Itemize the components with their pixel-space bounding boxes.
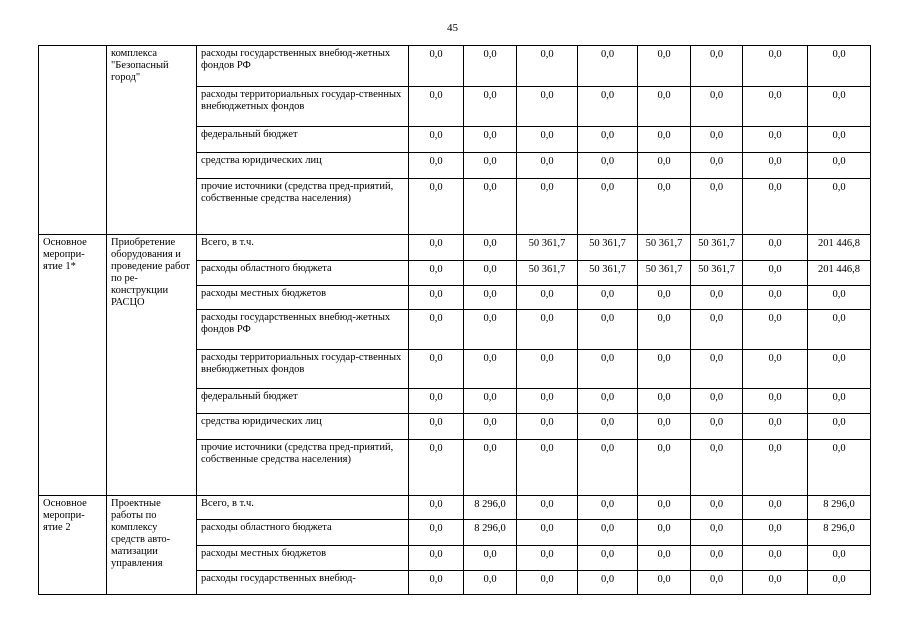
value-cell: 0,0 <box>517 127 578 153</box>
value-cell: 0,0 <box>638 87 691 127</box>
value-cell: 0,0 <box>517 571 578 595</box>
value-cell: 50 361,7 <box>578 235 638 261</box>
activity-description-cell: Приобретение оборудования и проведение работ по ре-конструкции РАСЦО <box>107 235 197 496</box>
value-cell: 50 361,7 <box>517 261 578 286</box>
value-cell: 0,0 <box>691 87 743 127</box>
value-cell: 0,0 <box>409 179 464 235</box>
value-cell: 0,0 <box>638 520 691 546</box>
value-cell: 0,0 <box>808 179 871 235</box>
value-cell: 0,0 <box>464 310 517 350</box>
value-cell: 0,0 <box>578 46 638 87</box>
value-cell: 0,0 <box>743 87 808 127</box>
value-cell: 0,0 <box>464 440 517 496</box>
value-cell: 0,0 <box>578 571 638 595</box>
value-cell: 0,0 <box>808 87 871 127</box>
value-cell: 0,0 <box>409 286 464 310</box>
value-cell: 0,0 <box>464 235 517 261</box>
value-cell: 0,0 <box>691 520 743 546</box>
value-cell: 8 296,0 <box>808 520 871 546</box>
funding-source-cell: расходы территориальных государ-ственных внебюджетных фондов <box>197 350 409 389</box>
value-cell: 0,0 <box>808 440 871 496</box>
value-cell: 0,0 <box>578 310 638 350</box>
value-cell: 0,0 <box>578 179 638 235</box>
value-cell: 0,0 <box>743 179 808 235</box>
value-cell: 0,0 <box>691 153 743 179</box>
table-row <box>39 496 871 520</box>
value-cell: 0,0 <box>743 571 808 595</box>
value-cell: 0,0 <box>808 46 871 87</box>
value-cell: 0,0 <box>691 571 743 595</box>
value-cell: 0,0 <box>743 496 808 520</box>
activity-cell <box>39 46 107 235</box>
value-cell: 0,0 <box>638 440 691 496</box>
funding-source-cell: расходы областного бюджета <box>197 520 409 546</box>
value-cell: 0,0 <box>743 310 808 350</box>
value-cell: 0,0 <box>743 286 808 310</box>
value-cell: 8 296,0 <box>464 496 517 520</box>
value-cell: 0,0 <box>743 127 808 153</box>
value-cell: 0,0 <box>464 87 517 127</box>
funding-source-cell: Всего, в т.ч. <box>197 496 409 520</box>
value-cell: 0,0 <box>517 87 578 127</box>
funding-source-cell: расходы местных бюджетов <box>197 286 409 310</box>
value-cell: 0,0 <box>578 389 638 414</box>
value-cell: 50 361,7 <box>578 261 638 286</box>
funding-source-cell: расходы областного бюджета <box>197 261 409 286</box>
budget-table <box>38 45 871 595</box>
value-cell: 0,0 <box>409 440 464 496</box>
funding-source-cell: расходы территориальных государ-ственных внебюджетных фондов <box>197 87 409 127</box>
value-cell: 0,0 <box>578 286 638 310</box>
value-cell: 0,0 <box>464 571 517 595</box>
value-cell: 0,0 <box>464 153 517 179</box>
funding-source-cell: федеральный бюджет <box>197 389 409 414</box>
value-cell: 0,0 <box>638 546 691 571</box>
activity-description-cell: комплекса "Безопасный город" <box>107 46 197 235</box>
value-cell: 0,0 <box>743 235 808 261</box>
value-cell: 0,0 <box>464 350 517 389</box>
value-cell: 0,0 <box>638 496 691 520</box>
value-cell: 0,0 <box>808 153 871 179</box>
value-cell: 0,0 <box>691 440 743 496</box>
value-cell: 0,0 <box>808 286 871 310</box>
value-cell: 0,0 <box>409 389 464 414</box>
value-cell: 50 361,7 <box>638 235 691 261</box>
value-cell: 0,0 <box>578 546 638 571</box>
value-cell: 0,0 <box>743 520 808 546</box>
value-cell: 0,0 <box>743 350 808 389</box>
value-cell: 0,0 <box>464 179 517 235</box>
value-cell: 0,0 <box>517 520 578 546</box>
funding-source-cell: прочие источники (средства пред-приятий, собственные средства населения) <box>197 440 409 496</box>
value-cell: 0,0 <box>517 179 578 235</box>
value-cell: 0,0 <box>743 261 808 286</box>
value-cell: 0,0 <box>743 153 808 179</box>
value-cell: 0,0 <box>409 127 464 153</box>
value-cell: 0,0 <box>638 286 691 310</box>
value-cell: 0,0 <box>578 414 638 440</box>
value-cell: 0,0 <box>409 235 464 261</box>
value-cell: 0,0 <box>691 286 743 310</box>
value-cell: 0,0 <box>638 153 691 179</box>
value-cell: 50 361,7 <box>691 261 743 286</box>
value-cell: 0,0 <box>578 153 638 179</box>
value-cell: 0,0 <box>517 46 578 87</box>
funding-source-cell: средства юридических лиц <box>197 414 409 440</box>
value-cell: 0,0 <box>409 153 464 179</box>
value-cell: 0,0 <box>464 127 517 153</box>
value-cell: 0,0 <box>409 87 464 127</box>
value-cell: 8 296,0 <box>464 520 517 546</box>
value-cell: 0,0 <box>464 546 517 571</box>
table-row <box>39 46 871 87</box>
funding-source-cell: расходы государственных внебюд- <box>197 571 409 595</box>
value-cell: 0,0 <box>638 127 691 153</box>
value-cell: 0,0 <box>578 127 638 153</box>
value-cell: 50 361,7 <box>691 235 743 261</box>
value-cell: 0,0 <box>691 310 743 350</box>
value-cell: 0,0 <box>743 440 808 496</box>
value-cell: 0,0 <box>691 546 743 571</box>
funding-source-cell: расходы местных бюджетов <box>197 546 409 571</box>
value-cell: 0,0 <box>517 440 578 496</box>
value-cell: 0,0 <box>808 389 871 414</box>
value-cell: 0,0 <box>464 286 517 310</box>
table-body <box>39 46 871 595</box>
value-cell: 0,0 <box>517 414 578 440</box>
value-cell: 0,0 <box>578 350 638 389</box>
value-cell: 201 446,8 <box>808 261 871 286</box>
value-cell: 0,0 <box>743 389 808 414</box>
activity-cell: Основное меропри-ятие 2 <box>39 496 107 595</box>
value-cell: 0,0 <box>638 179 691 235</box>
table-row <box>39 235 871 261</box>
value-cell: 0,0 <box>517 546 578 571</box>
value-cell: 0,0 <box>578 496 638 520</box>
value-cell: 0,0 <box>517 350 578 389</box>
value-cell: 0,0 <box>409 261 464 286</box>
value-cell: 0,0 <box>808 127 871 153</box>
value-cell: 0,0 <box>743 46 808 87</box>
value-cell: 0,0 <box>743 546 808 571</box>
value-cell: 0,0 <box>638 414 691 440</box>
value-cell: 0,0 <box>517 496 578 520</box>
value-cell: 0,0 <box>464 46 517 87</box>
value-cell: 0,0 <box>578 520 638 546</box>
funding-source-cell: расходы государственных внебюд-жетных фондов РФ <box>197 46 409 87</box>
value-cell: 0,0 <box>691 127 743 153</box>
value-cell: 0,0 <box>743 414 808 440</box>
funding-source-cell: расходы государственных внебюд-жетных фондов РФ <box>197 310 409 350</box>
page-number: 45 <box>447 22 458 34</box>
funding-source-cell: федеральный бюджет <box>197 127 409 153</box>
value-cell: 0,0 <box>409 350 464 389</box>
value-cell: 0,0 <box>409 496 464 520</box>
value-cell: 0,0 <box>409 571 464 595</box>
value-cell: 0,0 <box>808 414 871 440</box>
value-cell: 0,0 <box>409 46 464 87</box>
value-cell: 0,0 <box>638 389 691 414</box>
value-cell: 0,0 <box>464 261 517 286</box>
value-cell: 0,0 <box>691 389 743 414</box>
value-cell: 0,0 <box>691 179 743 235</box>
value-cell: 8 296,0 <box>808 496 871 520</box>
value-cell: 0,0 <box>638 350 691 389</box>
value-cell: 0,0 <box>691 46 743 87</box>
activity-cell: Основное меропри-ятие 1* <box>39 235 107 496</box>
value-cell: 0,0 <box>691 496 743 520</box>
value-cell: 0,0 <box>409 520 464 546</box>
value-cell: 0,0 <box>638 571 691 595</box>
value-cell: 50 361,7 <box>517 235 578 261</box>
value-cell: 0,0 <box>517 286 578 310</box>
value-cell: 0,0 <box>409 546 464 571</box>
value-cell: 0,0 <box>409 310 464 350</box>
value-cell: 0,0 <box>638 46 691 87</box>
value-cell: 0,0 <box>464 389 517 414</box>
value-cell: 0,0 <box>409 414 464 440</box>
funding-source-cell: средства юридических лиц <box>197 153 409 179</box>
value-cell: 0,0 <box>808 571 871 595</box>
value-cell: 0,0 <box>578 440 638 496</box>
funding-source-cell: Всего, в т.ч. <box>197 235 409 261</box>
value-cell: 0,0 <box>808 546 871 571</box>
value-cell: 0,0 <box>517 310 578 350</box>
value-cell: 0,0 <box>638 310 691 350</box>
value-cell: 0,0 <box>578 87 638 127</box>
value-cell: 50 361,7 <box>638 261 691 286</box>
value-cell: 0,0 <box>464 414 517 440</box>
value-cell: 0,0 <box>691 414 743 440</box>
activity-description-cell: Проектные работы по комплексу средств авто-матизации управления <box>107 496 197 595</box>
value-cell: 0,0 <box>808 350 871 389</box>
funding-source-cell: прочие источники (средства пред-приятий, собственные средства населения) <box>197 179 409 235</box>
value-cell: 0,0 <box>517 389 578 414</box>
value-cell: 0,0 <box>691 350 743 389</box>
value-cell: 0,0 <box>517 153 578 179</box>
value-cell: 201 446,8 <box>808 235 871 261</box>
value-cell: 0,0 <box>808 310 871 350</box>
